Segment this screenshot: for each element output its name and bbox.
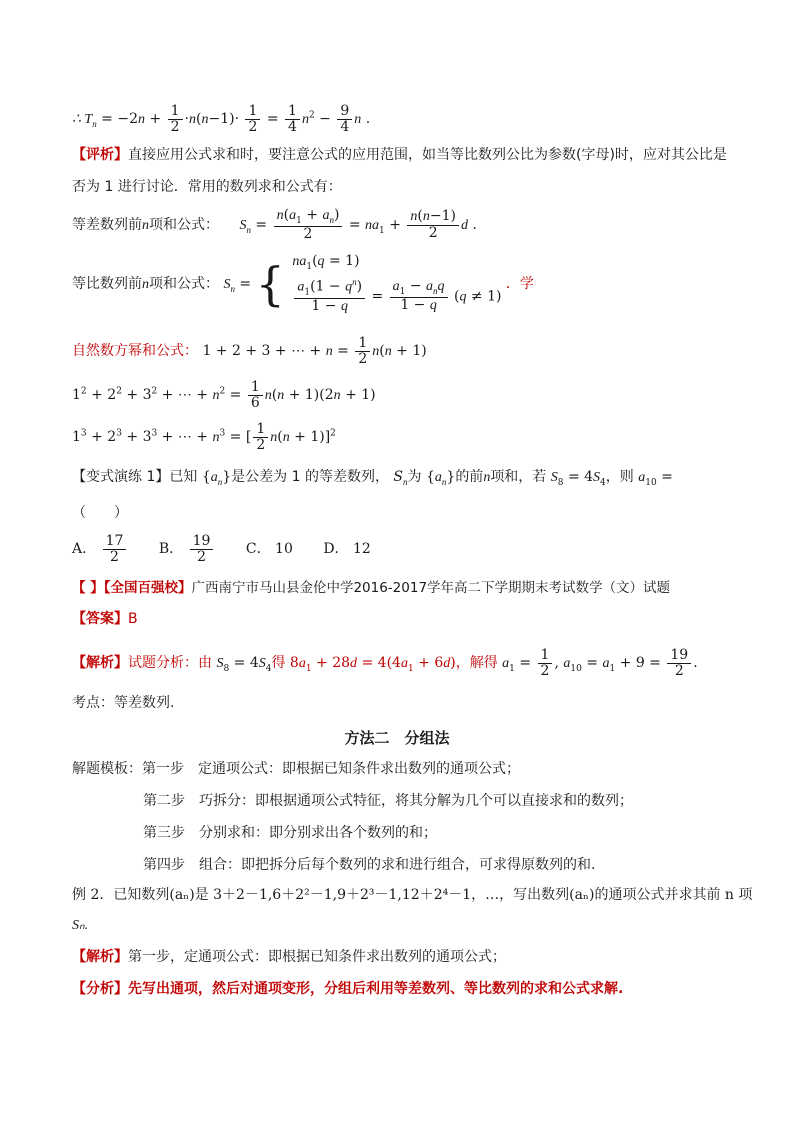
template-step-4: 第四步 组合：即把拆分后每个数列的求和进行组合，可求得原数列的和. (143, 857, 596, 873)
option-a: A． $\frac{17}{2}$ (72, 541, 128, 557)
option-d: D． 12 (323, 541, 371, 558)
template-step-1: 解题模板：第一步 定通项公式：即根据已知条件求出数列的通项公式； (72, 761, 520, 777)
analysis-2-line: 【分析】先写出通项，然后对通项变形，分组后利用等差数列、等比数列的求和公式求解. (72, 981, 624, 997)
example-2-line-1: 例 2．已知数列(aₙ)是 3＋2－1,6＋2²－1,9＋2³－1,12＋2⁴－1，…，写出数列(aₙ)的通项公式并求其前 n 项 (72, 887, 753, 903)
comment-line-1: 【评析】直接应用公式求和时，要注意公式的应用范围，如当等比数列公比为参数(字母)时，应对其公比是 (72, 147, 727, 163)
natural-power-sum-1: 自然数方幂和公式： 1 + 2 + 3 + ⋯ + n = $\frac{1}{2}$ n(n + 1) (72, 335, 427, 367)
option-c: C． 10 (245, 541, 293, 558)
option-b: B． $\frac{19}{2}$ (159, 541, 216, 557)
method-title: 方法二 分组法 (344, 729, 450, 747)
template-step-2: 第二步 巧拆分：即根据通项公式特征，将其分解为几个可以直接求和的数列； (143, 793, 633, 809)
natural-power-sum-2: $1^2 + 2^2 + 3^2$ + ⋯ + $n^2$ = $\frac{1}{6}$ n(n + 1)(2n + 1) (72, 379, 376, 411)
natural-power-sum-3: $1^3 + 2^3 + 3^3$ + ⋯ + $n^3$ = [ $\frac{1}{2}$ n(n + 1)]$^2$ (72, 421, 336, 453)
variant-exercise: 【变式演练 1】已知 $\{a_n\}$是公差为 1 的等差数列， $S_n$为 $\{a_n\}$的前n项和，若 $S_8 = 4S_4$，则 $a_{10}$ = (72, 469, 673, 488)
solution-line: 【解析】第一步，定通项公式：即根据已知条件求出数列的通项公式； (72, 949, 506, 965)
geo-sum-formula: 等比数列前n项和公式： $S_n$ = { $na_1(q = 1)$ $\frac{a_1(1 - q^n)}{1 - q}$ = $\frac{a_1 - a_nq}{1 - q}$ (q ≠ 1) ．学 (72, 253, 534, 314)
template-step-3: 第三步 分别求和：即分别求出各个数列的和； (143, 825, 437, 841)
kaodian-line: 考点：等差数列. (72, 695, 175, 711)
options-row (72, 534, 371, 564)
comment-line-2: 否为 1 进行讨论．常用的数列求和公式有： (72, 179, 342, 195)
blank-paren: （ ） (72, 505, 128, 521)
analysis-line: 【解析】试题分析：由 $S_8 = 4S_4$得 $8a_1 + 28d = 4(4a_1 + 6d)$，解得 $a_1$ = $\frac{1}{2}$ , $a_{10} = a_1 + 9$ = $\frac{19}{2}$ . (72, 647, 698, 679)
arith-sum-formula: 等差数列前n项和公式： $S_n$ = $\frac{n(a_1 + a_n)}{2}$ = $na_1$ + $\frac{n(n-1)}{2}$ d ． (72, 207, 487, 243)
source-line: 【 】【全国百强校】广西南宁市马山县金伦中学2016-2017学年高二下学期期末考试数学（文）试题 (72, 580, 671, 596)
answer-line: 【答案】B (72, 611, 138, 627)
tn-formula: ∴ $T_n = -2n$ + $\frac{1}{2}$ ·n(n−1)· $\frac{1}{2}$ = $\frac{1}{4}$ $n^2$ − $\frac{9}{4}$ n . (72, 103, 371, 135)
example-2-line-2: Sₙ. (72, 918, 89, 933)
